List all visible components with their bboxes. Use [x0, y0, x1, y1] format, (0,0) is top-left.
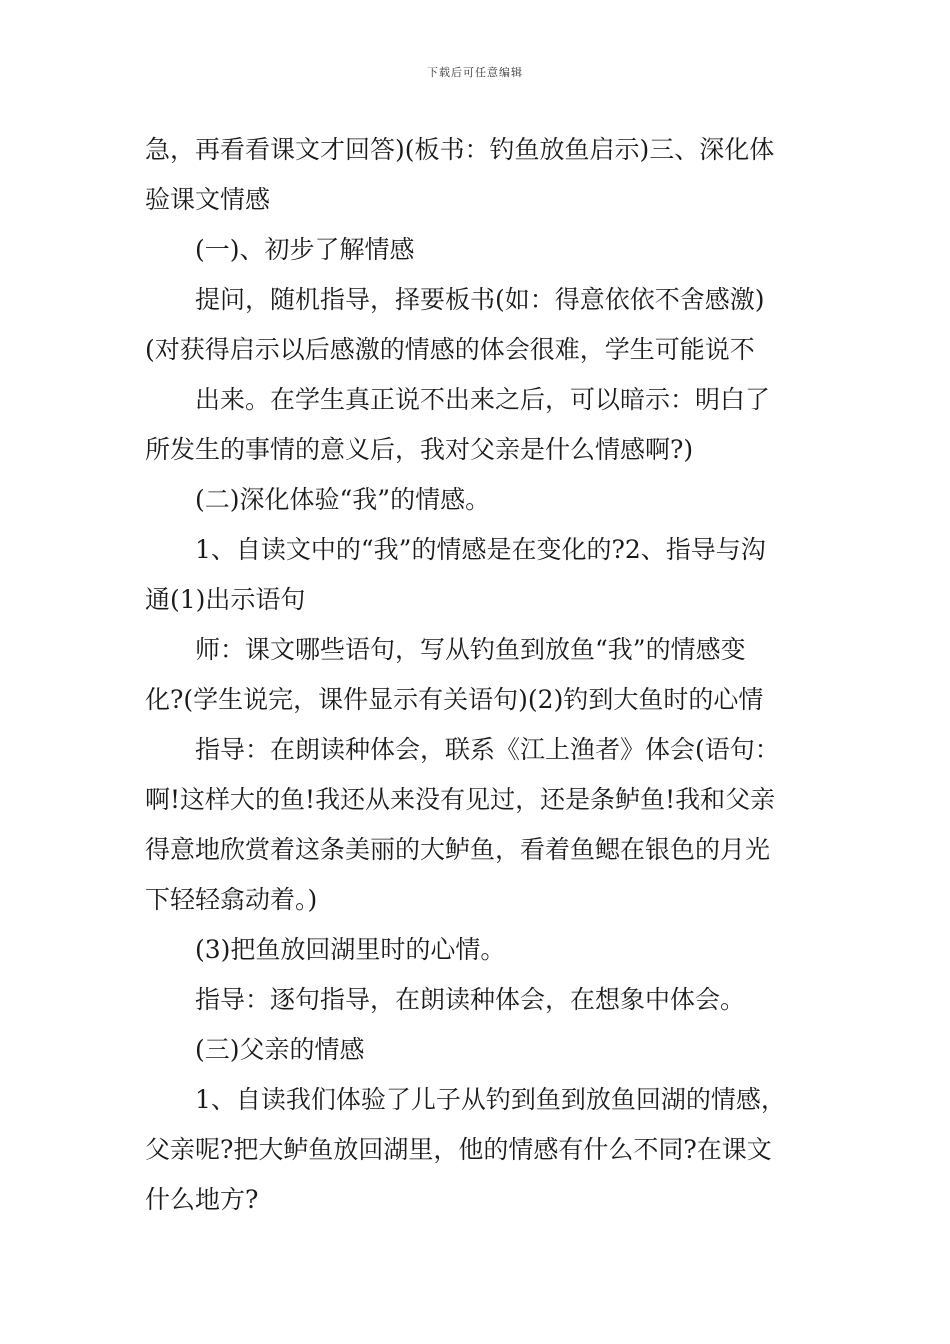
paragraph-line: 1、自读我们体验了儿子从钓到鱼到放鱼回湖的情感， [195, 1085, 786, 1114]
section-heading: (二)深化体验“我”的情感。 [195, 485, 491, 514]
paragraph-line: 指导：逐句指导，在朗读种体会，在想象中体会。 [195, 985, 746, 1014]
paragraph-line: 父亲呢?把大鲈鱼放回湖里，他的情感有什么不同?在课文 [145, 1135, 772, 1164]
section-heading: (一)、初步了解情感 [195, 235, 415, 264]
paragraph-line: 指导：在朗读种体会，联系《江上渔者》体会(语句： [195, 735, 780, 764]
paragraph-line: 出来。在学生真正说不出来之后，可以暗示：明白了 [195, 385, 771, 414]
paragraph-line: (3)把鱼放回湖里时的心情。 [195, 935, 506, 964]
paragraph-line: 下轻轻翕动着。) [145, 885, 318, 914]
paragraph-line: 所发生的事情的意义后，我对父亲是什么情感啊?) [145, 435, 694, 464]
paragraph-line: 师：课文哪些语句，写从钓鱼到放鱼“我”的情感变 [195, 635, 746, 664]
document-body [145, 125, 820, 1225]
paragraph-line: 提问，随机指导，择要板书(如：得意依依不舍感激) [195, 285, 765, 314]
paragraph-line: 1、自读文中的“我”的情感是在变化的?2、指导与沟 [195, 535, 766, 564]
paragraph-line: 验课文情感 [145, 185, 271, 214]
paragraph-line: 通(1)出示语句 [145, 585, 306, 614]
paragraph-line: (对获得启示以后感激的情感的体会很难，学生可能说不 [145, 335, 755, 364]
paragraph-line: 得意地欣赏着这条美丽的大鲈鱼，看着鱼鳃在银色的月光 [145, 835, 771, 864]
section-heading: (三)父亲的情感 [195, 1035, 365, 1064]
paragraph-line: 化?(学生说完，课件显示有关语句)(2)钓到大鱼时的心情 [145, 685, 764, 714]
paragraph-line: 什么地方? [145, 1185, 259, 1214]
paragraph-line: 啊!这样大的鱼!我还从来没有见过，还是条鲈鱼!我和父亲 [145, 785, 776, 814]
page-header-note: 下载后可任意编辑 [427, 66, 523, 79]
paragraph-line: 急，再看看课文才回答)(板书：钓鱼放鱼启示)三、深化体 [145, 135, 775, 164]
